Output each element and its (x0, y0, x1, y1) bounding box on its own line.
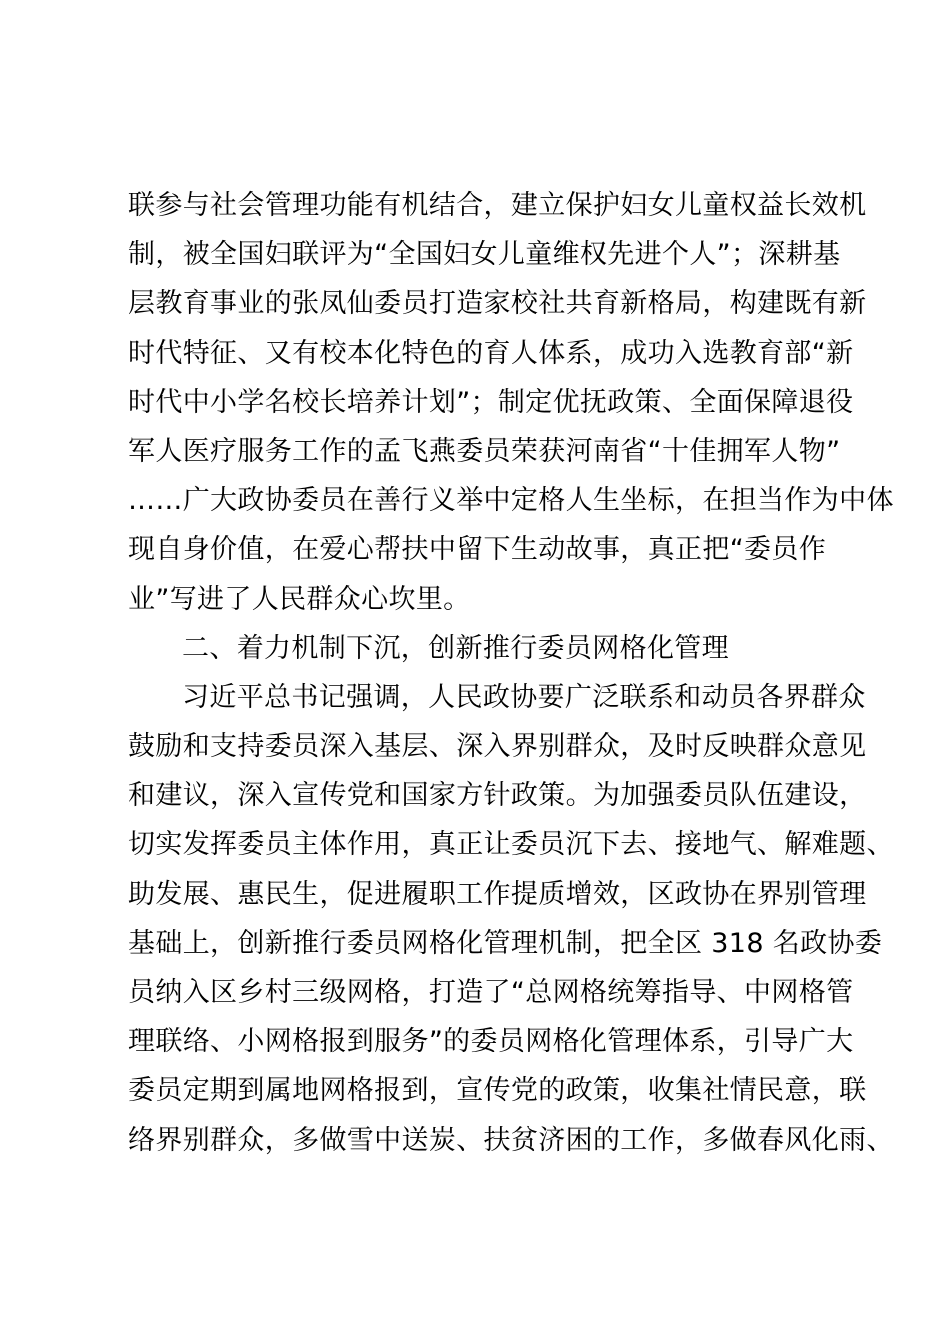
paragraph-line: 鼓励和支持委员深入基层、深入界别群众，及时反映群众意见 (128, 731, 867, 763)
paragraph-line: 时代特征、又有校本化特色的育人体系，成功入选教育部“新 (128, 337, 854, 369)
paragraph-line: 基础上，创新推行委员网格化管理机制，把全区 318 名政协委 (128, 927, 883, 959)
paragraph-line: 助发展、惠民生，促进履职工作提质增效，区政协在界别管理 (128, 878, 867, 910)
paragraph-line: 业”写进了人民群众心坎里。 (128, 583, 471, 615)
body-text (128, 181, 894, 1165)
paragraph-line: 军人医疗服务工作的孟飞燕委员荣获河南省“十佳拥军人物” (128, 435, 841, 467)
paragraph-line: 和建议，深入宣传党和国家方针政策。为加强委员队伍建设， (128, 780, 867, 812)
paragraph-line: 员纳入区乡村三级网格，打造了“总网格统筹指导、中网格管 (128, 977, 854, 1008)
paragraph-line: 委员定期到属地网格报到，宣传党的政策，收集社情民意，联 (128, 1075, 867, 1107)
paragraph-line: 时代中小学名校长培养计划”；制定优抚政策、全面保障退役 (128, 386, 854, 418)
paragraph-line: 联参与社会管理功能有机结合，建立保护妇女儿童权益长效机 (128, 190, 867, 221)
paragraph-line: 制，被全国妇联评为“全国妇女儿童维权先进个人”；深耕基 (128, 239, 841, 271)
paragraph-first-line: 习近平总书记强调，人民政协要广泛联系和动员各界群众 (182, 681, 866, 713)
paragraph-line: 现自身价值，在爱心帮扶中留下生动故事，真正把“委员作 (128, 534, 827, 566)
paragraph-line: 理联络、小网格报到服务”的委员网格化管理体系，引导广大 (128, 1026, 854, 1058)
paragraph-line: ……广大政协委员在善行义举中定格人生坐标，在担当作为中体 (128, 485, 894, 517)
paragraph-line: 层教育事业的张凤仙委员打造家校社共育新格局，构建既有新 (128, 288, 867, 320)
paragraph-line: 络界别群众，多做雪中送炭、扶贫济困的工作，多做春风化雨、 (128, 1124, 894, 1156)
paragraph-line: 切实发挥委员主体作用，真正让委员沉下去、接地气、解难题、 (128, 829, 894, 861)
section-heading: 二、着力机制下沉，创新推行委员网格化管理 (182, 632, 729, 664)
